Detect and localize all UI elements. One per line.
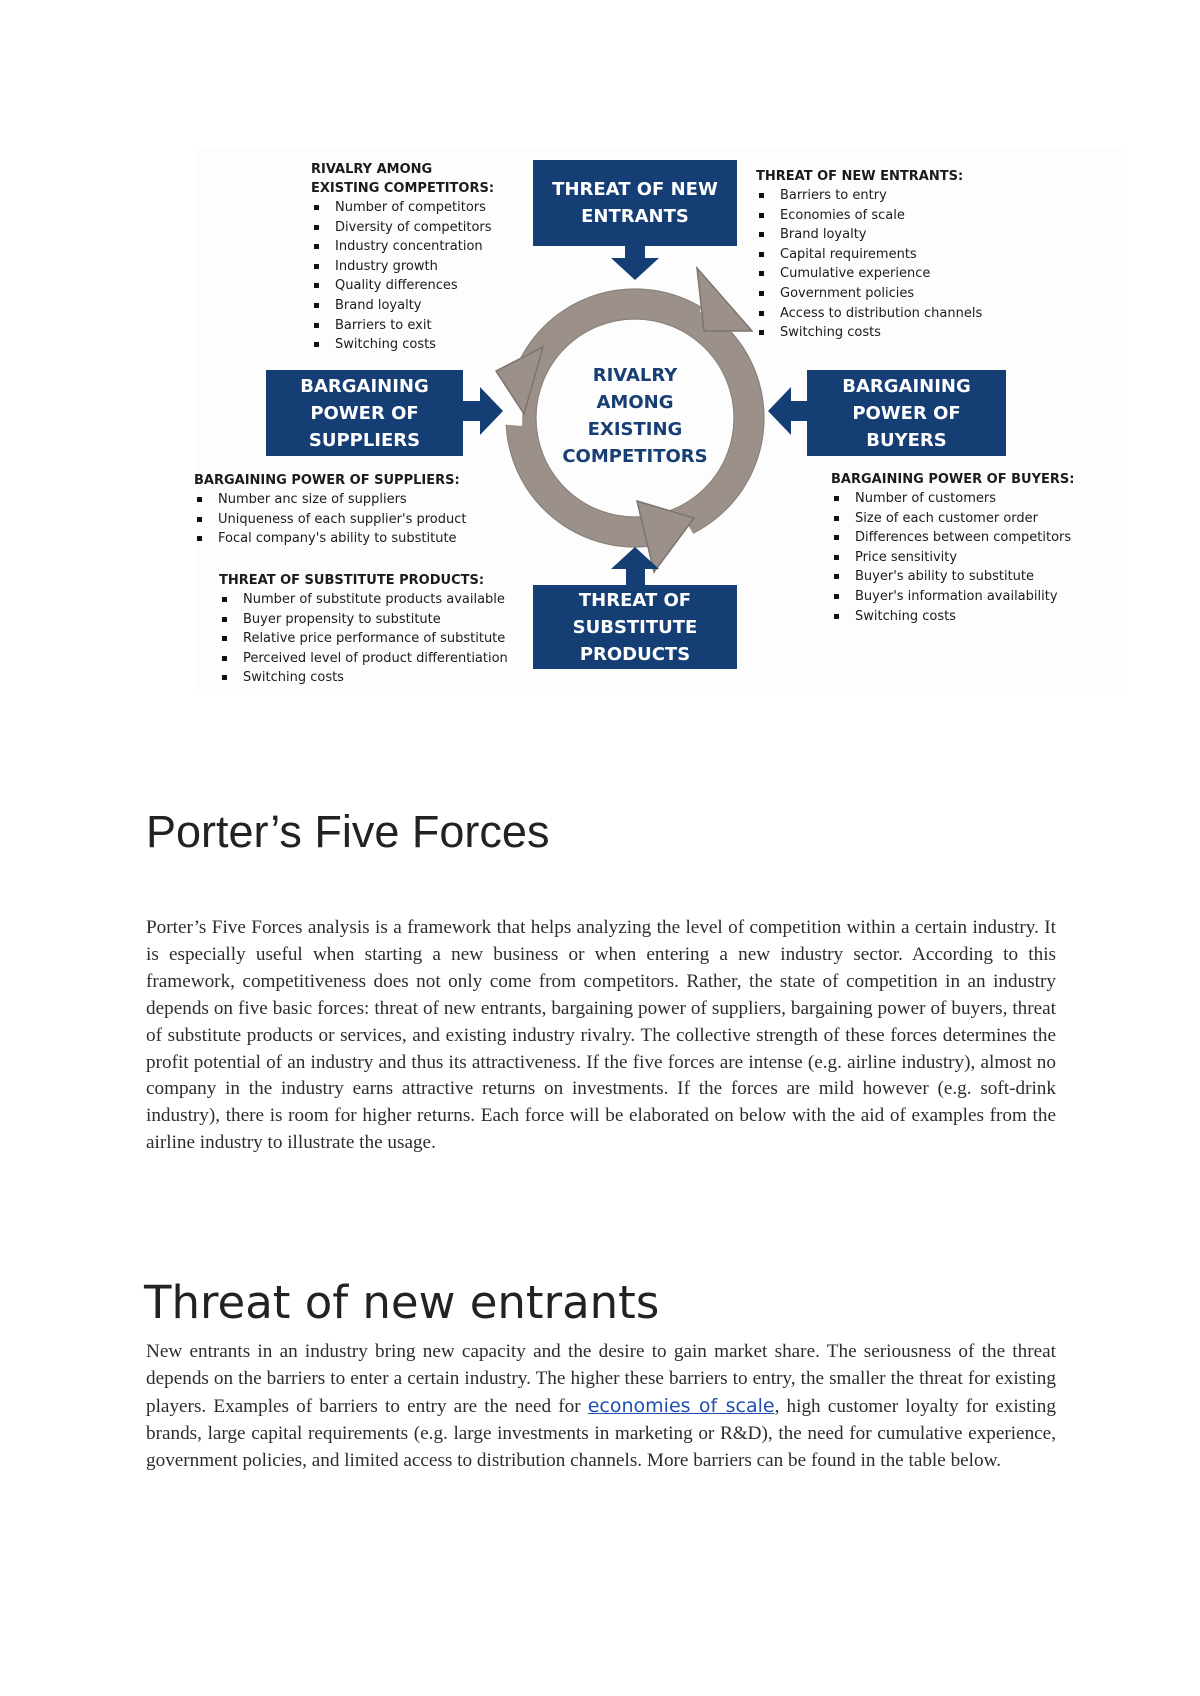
list-item: Switching costs xyxy=(855,607,1074,627)
list-item: Brand loyalty xyxy=(780,225,982,245)
list-title: BARGAINING POWER OF BUYERS: xyxy=(831,472,1075,487)
box-bargaining-power-buyers: BARGAINING POWER OF BUYERS xyxy=(807,370,1006,456)
list-item: Buyer propensity to substitute xyxy=(243,610,508,630)
threat-new-entrants-paragraph xyxy=(146,1339,1056,1475)
paragraph-text: , high customer loyalty for existing brands, large capital requirements (e.g. large investments in marketing or R&D), the need for cumulative experience, government policies, and limited access to distribution channels. More barriers can be found in the table below. xyxy=(146,1395,1056,1471)
list-title: THREAT OF SUBSTITUTE PRODUCTS: xyxy=(219,573,485,588)
paragraph-text: New entrants in an industry bring new capacity and the desire to gain market share. The seriousness of the threat depends on the barriers to enter a certain industry. The higher these barriers to entry, the smaller the threat for existing players. Examples of barriers to entry are the need for xyxy=(146,1341,1056,1417)
list-item: Switching costs xyxy=(780,323,982,343)
list-item: Government policies xyxy=(780,284,982,304)
list-item: Number anc size of suppliers xyxy=(218,490,466,510)
list-title: RIVALRY AMONG EXISTING COMPETITORS: xyxy=(311,162,495,196)
box-threat-substitute-products: THREAT OF SUBSTITUTE PRODUCTS xyxy=(533,585,737,669)
list-item: Focal company's ability to substitute xyxy=(218,529,466,549)
list-item: Switching costs xyxy=(335,335,494,355)
box-bargaining-power-suppliers: BARGAINING POWER OF SUPPLIERS xyxy=(266,370,463,456)
list-item: Capital requirements xyxy=(780,245,982,265)
list-item: Cumulative experience xyxy=(780,264,982,284)
list-item: Access to distribution channels xyxy=(780,304,982,324)
list-item: Relative price performance of substitute xyxy=(243,629,508,649)
section-heading-threat-new-entrants: Threat of new entrants xyxy=(144,1276,660,1329)
list-item: Economies of scale xyxy=(780,206,982,226)
list-buyers xyxy=(831,470,1074,626)
list-item: Barriers to entry xyxy=(780,186,982,206)
intro-paragraph: Porter’s Five Forces analysis is a framework that helps analyzing the level of competition within a certain industry. It is especially useful when starting a new business or when entering a new industry sector. According to this framework, competitiveness does not only come from competitors. Rather, the state of competition in an industry depends on five basic forces: threat of new entrants, bargaining power of suppliers, bargaining power of buyers, threat of substitute products or services, and existing industry rivalry. The collective strength of these forces determines the profit potential of an industry and thus its attractiveness. If the five forces are intense (e.g. airline industry), almost no company in the industry earns attractive returns on investments. If the forces are mild however (e.g. soft-drink industry), there is room for higher returns. Each force will be elaborated on below with the aid of examples from the airline industry to illustrate the usage. xyxy=(146,917,1056,1154)
list-item: Price sensitivity xyxy=(855,548,1074,568)
list-suppliers xyxy=(194,471,466,549)
list-item: Industry growth xyxy=(335,257,494,277)
list-item: Diversity of competitors xyxy=(335,218,494,238)
economies-of-scale-link[interactable]: economies of scale xyxy=(587,1394,775,1417)
page-title: Porter’s Five Forces xyxy=(146,806,550,857)
list-item: Buyer's ability to substitute xyxy=(855,567,1074,587)
list-item: Number of competitors xyxy=(335,198,494,218)
center-label-rivalry: RIVALRY AMONG EXISTING COMPETITORS xyxy=(562,365,708,467)
list-item: Size of each customer order xyxy=(855,509,1074,529)
list-item: Perceived level of product differentiation xyxy=(243,649,508,669)
list-item: Industry concentration xyxy=(335,237,494,257)
list-rivalry xyxy=(311,160,494,355)
list-new-entrants xyxy=(756,167,982,343)
list-item: Number of customers xyxy=(855,489,1074,509)
list-item: Barriers to exit xyxy=(335,316,494,336)
list-item: Buyer's information availability xyxy=(855,587,1074,607)
list-item: Quality differences xyxy=(335,276,494,296)
box-threat-new-entrants: THREAT OF NEW ENTRANTS xyxy=(533,160,737,246)
list-item: Uniqueness of each supplier's product xyxy=(218,510,466,530)
list-item: Number of substitute products available xyxy=(243,590,508,610)
list-item: Switching costs xyxy=(243,668,508,688)
list-title: BARGAINING POWER OF SUPPLIERS: xyxy=(194,473,460,488)
list-title: THREAT OF NEW ENTRANTS: xyxy=(756,169,964,184)
list-item: Differences between competitors xyxy=(855,528,1074,548)
list-substitutes xyxy=(219,571,508,688)
list-item: Brand loyalty xyxy=(335,296,494,316)
